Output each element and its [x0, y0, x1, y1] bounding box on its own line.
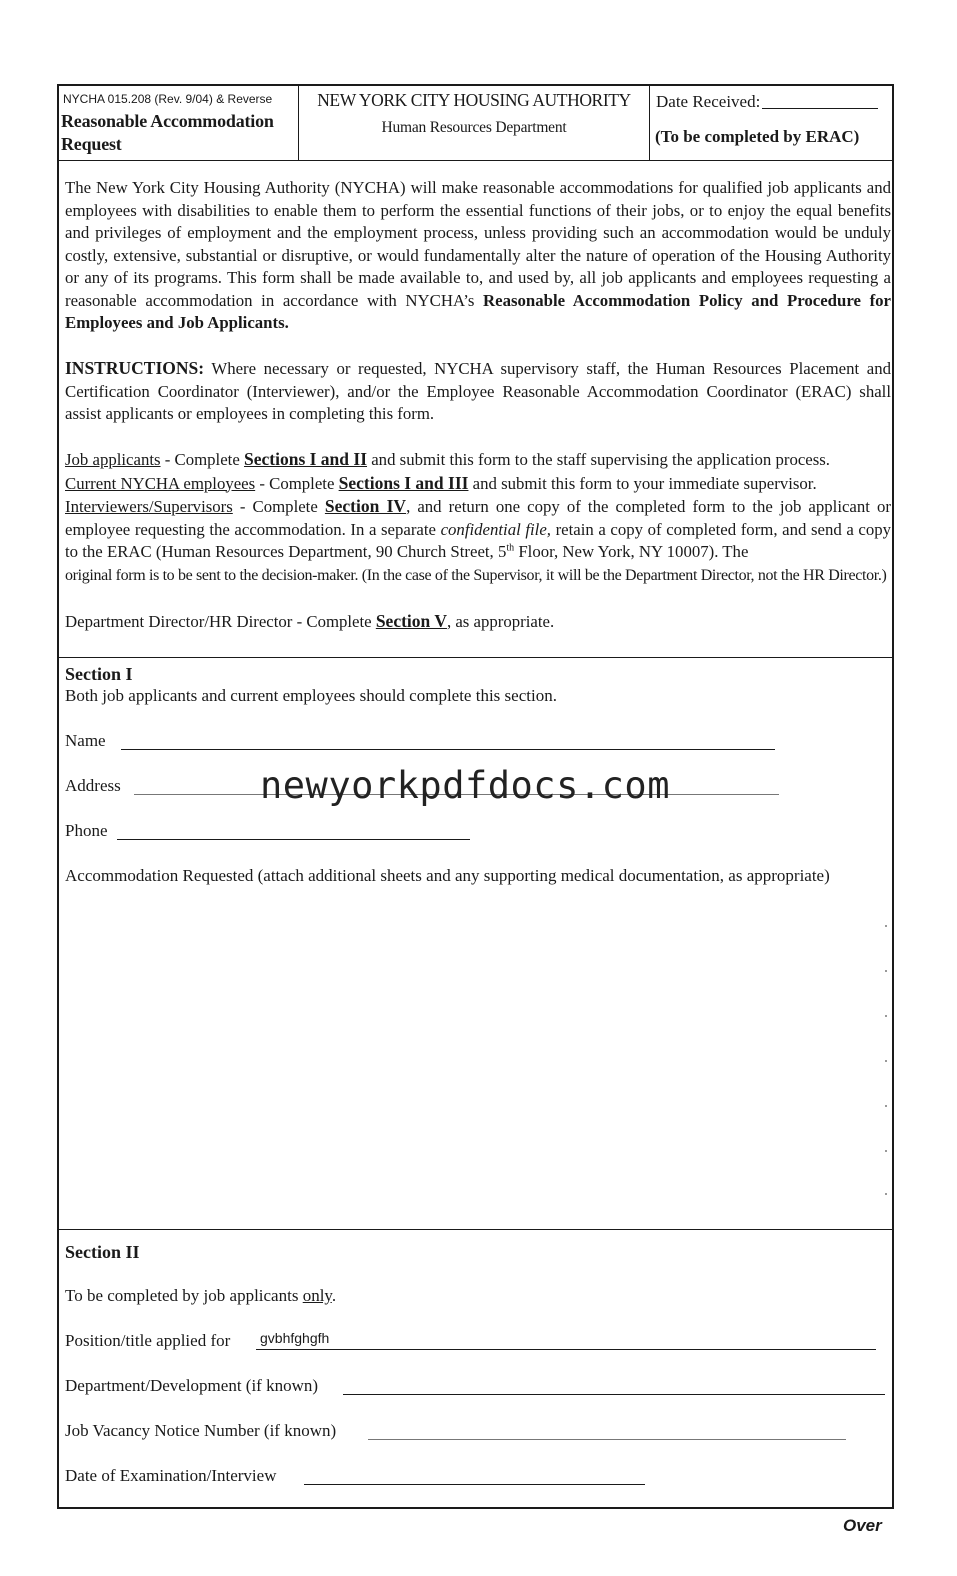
vacancy-label: Job Vacancy Notice Number (if known) — [65, 1421, 337, 1440]
interviewers-tail-2: retain a copy of completed form, and send a copy to the ERAC (Human Resources Department, 90 Church Street, 5 — [65, 519, 891, 561]
subtitle-text: To be completed by job applicants — [65, 1286, 303, 1305]
erac-note: (To be completed by ERAC) — [655, 127, 860, 146]
department-label: Department/Development (if known) — [65, 1376, 319, 1395]
agency-name: NEW YORK CITY HOUSING AUTHORITY — [317, 90, 631, 110]
date-received-field[interactable] — [762, 108, 878, 109]
interviewers-label: Interviewers/Supervisors — [65, 497, 233, 516]
section-1 — [59, 657, 892, 1230]
field-dot — [885, 1150, 887, 1152]
phone-field[interactable] — [117, 839, 470, 840]
field-dot — [885, 1015, 887, 1017]
sections-1-2: Sections I and II — [244, 449, 368, 469]
position-value: gvbhfghgfh — [260, 1330, 330, 1346]
complete-text: - Complete — [259, 473, 335, 493]
form-header — [59, 86, 892, 161]
section-2-title: Section II — [65, 1242, 140, 1262]
field-dot — [885, 1060, 887, 1062]
field-dot — [885, 970, 887, 972]
instructions-label: INSTRUCTIONS: — [65, 358, 205, 378]
confidential-file: confidential file, — [440, 519, 551, 539]
form-number: NYCHA 015.208 (Rev. 9/04) & Reverse — [63, 92, 273, 106]
complete-text: - Complete — [164, 450, 240, 469]
name-field[interactable] — [121, 749, 775, 750]
current-employees-tail: and submit this form to your immediate supervisor. — [472, 473, 817, 493]
watermark: newyorkpdfdocs.com — [260, 764, 670, 807]
section-2-subtitle — [65, 1286, 336, 1306]
field-dot — [885, 925, 887, 927]
position-label: Position/title applied for — [65, 1331, 231, 1350]
position-field[interactable] — [256, 1330, 876, 1350]
section-1-subtitle: Both job applicants and current employees should complete this section. — [65, 686, 557, 705]
exam-date-label: Date of Examination/Interview — [65, 1466, 277, 1485]
address-label: Address — [65, 776, 121, 795]
policy-paragraph — [65, 177, 891, 335]
director-paragraph — [65, 610, 891, 634]
policy-title: Reasonable Accommodation Policy and Procedure for Employees and Job Applicants. — [65, 290, 891, 332]
subtitle-period: . — [331, 1286, 337, 1305]
job-applicants-label: Job applicants — [65, 450, 161, 469]
accommodation-label: Accommodation Requested (attach additional sheets and any supporting medical documentation, as appropriate) — [65, 866, 830, 885]
exam-date-field[interactable] — [304, 1484, 645, 1485]
complete-text: - Complete — [239, 497, 318, 516]
dept-director-tail: , as appropriate. — [446, 611, 555, 631]
field-dot — [885, 1193, 887, 1195]
instructions-paragraph — [65, 357, 891, 426]
department-name: Human Resources Department — [381, 119, 567, 136]
section-4: Section IV — [324, 496, 407, 516]
date-received-cell — [650, 86, 892, 160]
subtitle-only: only — [302, 1286, 332, 1305]
form-id-cell — [59, 86, 299, 160]
form-title: Reasonable Accommodation Request — [61, 111, 274, 154]
date-received — [656, 92, 878, 112]
policy-text: The New York City Housing Authority (NYCHA) will make reasonable accommodations for qualified job applicants and employees with disabilities to enable them to perform the essential functions of their jobs, or to enjoy the equal benefits and privileges of employment and the employment process, unless providing such an accommodation would be unduly costly, extensive, substantial or disruptive, or would fundamentally alter the nature of operation of the Housing Authority or any of its programs. This form shall be made available to, and used by, all job applicants and employees requesting a reasonable accommodation in accordance with NYCHA’s — [65, 178, 891, 310]
date-received-label: Date Received: — [656, 92, 761, 111]
intro-text — [65, 177, 891, 633]
sections-1-3: Sections I and III — [338, 472, 469, 493]
routing-paragraph — [65, 448, 891, 587]
phone-label: Phone — [65, 821, 108, 840]
interviewers-tail-1: , and return one copy of the completed form to the job applicant or employee requesting the accommodation. In a separate — [65, 497, 891, 539]
name-label: Name — [65, 731, 106, 750]
ordinal-suffix: th — [506, 542, 515, 554]
original-form-note: original form is to be sent to the decision-maker. (In the case of the Supervisor, it will be the Department Director, not the HR Director.) — [65, 566, 887, 584]
dept-director-text: Department Director/HR Director - Complete — [65, 611, 372, 631]
field-dot — [885, 1105, 887, 1107]
section-5: Section V — [375, 610, 447, 631]
department-field[interactable] — [343, 1394, 885, 1395]
vacancy-field[interactable] — [368, 1439, 846, 1440]
section-2 — [59, 1228, 892, 1507]
current-employees-label: Current NYCHA employees — [65, 473, 256, 493]
section-1-title: Section I — [65, 664, 133, 684]
instructions-text: Where necessary or requested, NYCHA supervisory staff, the Human Resources Placement and Certification Coordinator (Interviewer), and/or the Employee Reasonable Accommodation Coordinator (ERAC) shall assist applicants or employees in completing this form. — [65, 359, 891, 423]
agency-cell — [299, 86, 650, 160]
accommodation-requested-field[interactable] — [65, 892, 885, 1212]
interviewers-tail-3: Floor, New York, NY 10007). The — [514, 542, 749, 561]
over-label: Over — [843, 1516, 882, 1535]
job-applicants-tail: and submit this form to the staff supervising the application process. — [371, 450, 830, 469]
